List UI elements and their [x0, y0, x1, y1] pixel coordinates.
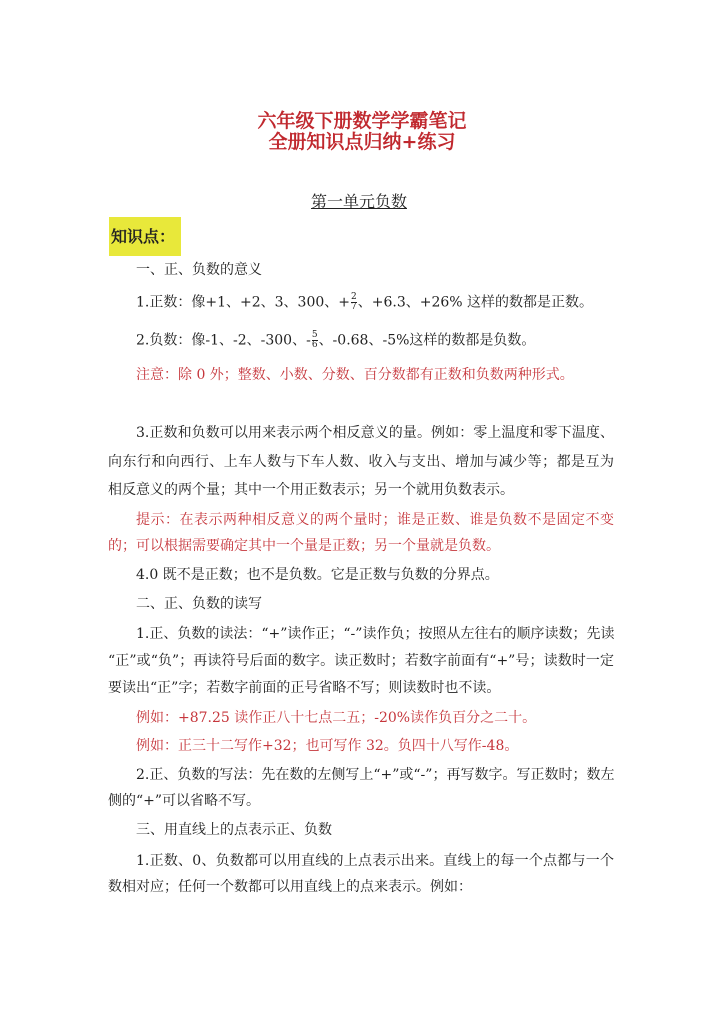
fraction: [351, 293, 357, 312]
numerator: 5: [311, 330, 318, 340]
section1-heading: 一、正、负数的意义: [136, 262, 262, 278]
paragraph-line: 侧的“+”可以省略不写。: [108, 793, 261, 809]
tip-line: 提示：在表示两种相反意义的两个量时；谁是正数、谁是负数不是固定不变: [136, 512, 614, 528]
knowledge-points-label: 知识点：: [109, 217, 181, 256]
doc-title-line2: 全册知识点归纳+练习: [268, 131, 456, 153]
negative-numbers-paragraph: [136, 331, 535, 350]
example-line: 例如：+87.25 读作正八十七点二五；-20%读作负百分之二十。: [136, 710, 537, 726]
section2-heading: 二、正、负数的读写: [136, 596, 262, 612]
paragraph-line: 要读出“正”字；若数字前面的正号省略不写；则读数时也不读。: [108, 680, 501, 696]
text: 、-0.68、-5%这样的数都是负数。: [318, 332, 536, 349]
denominator: 7: [351, 302, 357, 312]
paragraph-line: 1.正、负数的读法：“+”读作正；“-”读作负；按照从左往右的顺序读数；先读: [136, 626, 615, 642]
paragraph-line: 向东行和向西行、上车人数与下车人数、收入与支出、增加与减少等；都是互为: [108, 454, 614, 470]
positive-numbers-paragraph: [136, 293, 593, 312]
paragraph-line: 3.正数和负数可以用来表示两个相反意义的量。例如：零上温度和零下温度、: [136, 425, 614, 441]
fraction: [312, 331, 318, 350]
numerator: 2: [351, 292, 357, 302]
doc-title-line1: 六年级下册数学学霸笔记: [257, 110, 467, 132]
tip-line: 的；可以根据需要确定其中一个量是正数；另一个量就是负数。: [108, 538, 500, 554]
example-line: 例如：正三十二写作+32；也可写作 32。负四十八写作-48。: [136, 738, 519, 754]
denominator: 6: [311, 340, 318, 350]
paragraph-line: 相反意义的两个量；其中一个用正数表示；另一个就用负数表示。: [108, 482, 514, 498]
text: 2.负数：像-1、-2、-300、-: [136, 332, 311, 349]
text: 1.正数：像+1、+2、3、300、+: [136, 294, 350, 311]
text: 、+6.3、+26% 这样的数都是正数。: [357, 294, 594, 311]
paragraph-line: 1.正数、0、负数都可以用直线的上点表示出来。直线上的每一个点都与一个: [136, 853, 614, 869]
section3-heading: 三、用直线上的点表示正、负数: [136, 822, 332, 838]
paragraph-line: “正”或“负”；再读符号后面的数字。读正数时；若数字前面有“+”号；读数时一定: [108, 653, 614, 669]
unit-heading: [0, 189, 724, 212]
zero-paragraph: 4.0 既不是正数；也不是负数。它是正数与负数的分界点。: [136, 567, 499, 583]
note-paragraph: 注意：除 0 外；整数、小数、分数、百分数都有正数和负数两种形式。: [136, 367, 574, 383]
paragraph-line: 2.正、负数的写法：先在数的左侧写上“+”或“-”；再写数字。写正数时；数左: [136, 767, 615, 783]
unit-heading-text: 第一单元负数: [310, 192, 407, 211]
paragraph-line: 数相对应；任何一个数都可以用直线上的点来表示。例如：: [108, 879, 472, 895]
